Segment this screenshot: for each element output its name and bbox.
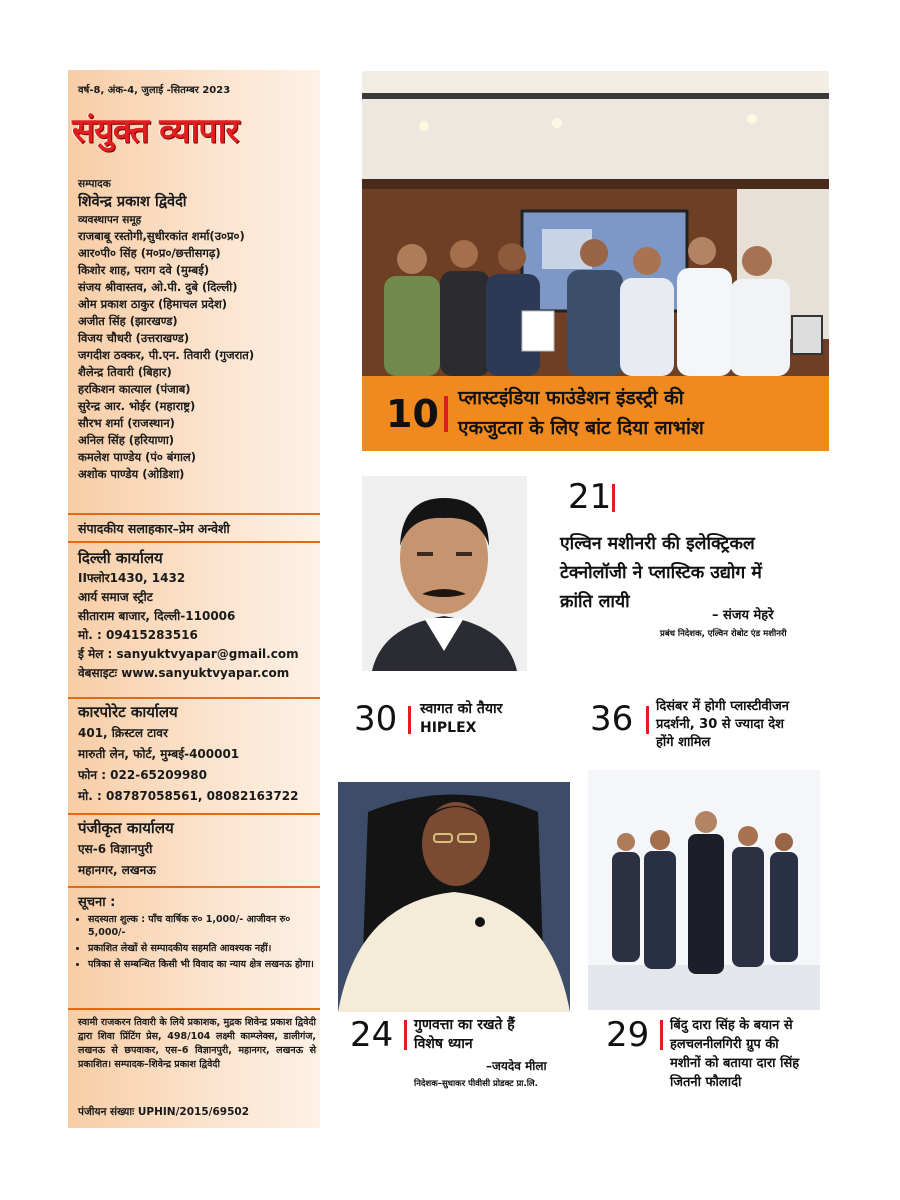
story-24-headline[interactable] — [414, 1016, 515, 1054]
management-member: शैलेन्द्र तिवारी (बिहार) — [78, 365, 172, 379]
headline-line: बिंदु दारा सिंह के बयान से — [670, 1018, 793, 1033]
website-link[interactable]: वेबसाइटः www.sanyuktvyapar.com — [78, 666, 290, 680]
registration-line — [78, 1104, 316, 1120]
corporate-office — [78, 702, 316, 807]
headline-line: प्रदर्शनी, 30 से ज्यादा देश — [656, 717, 784, 732]
masthead-sidebar — [68, 70, 320, 1128]
editor-name: शिवेन्द्र प्रकाश द्विवेदी — [78, 194, 187, 210]
address-line: सीताराम बाजार, दिल्ली-110006 — [78, 609, 236, 623]
publisher-text: स्वामी राजकरन तिवारी के लिये प्रकाशक, मुद्रक शिवेन्द्र प्रकाश द्विवेदी द्वारा शिवा प्रिंटिंग प्रेस, 498/104 लक्ष्मी काम्प्लेक्स, डालीगंज, लखनऊ से छपवाकर, एस–6 विज्ञानपुरी, महानगर, लखनऊ से प्रकाशित। सम्पादक–शिवेन्द्र प्रकाश द्विवेदी — [78, 1017, 316, 1070]
management-member: सौरभ शर्मा (राजस्थान) — [78, 416, 175, 430]
page-separator-bar — [404, 1020, 407, 1050]
portrait-illustration — [362, 476, 527, 671]
headline-line: दिसंबर में होगी प्लास्टीवीजन — [656, 699, 789, 714]
address-line: IIफ्लोर1430, 1432 — [78, 571, 186, 585]
management-list — [78, 228, 316, 483]
page-separator-bar — [444, 396, 448, 432]
advisor-text: संपादकीय सलाहकार–प्रेम अन्वेशी — [78, 521, 230, 536]
management-member: अशोक पाण्डेय (ओडिशा) — [78, 467, 185, 481]
management-member: सुरेन्द्र आर. भोईर (महाराष्ट्र) — [78, 399, 196, 413]
management-member: राजबाबू रस्तोगी,सुधीरकांत शर्मा(उ०प्र०) — [78, 229, 245, 243]
magazine-logo: संयुक्त व्यापार — [72, 111, 239, 151]
story-21-author-role: प्रबंध निदेशक, एल्विन रोबोट एंड मशीनरी — [660, 629, 787, 639]
editor-block — [78, 176, 316, 483]
headline-line: जितनी फौलादी — [670, 1075, 742, 1090]
address-line: एस-6 विज्ञानपुरी — [78, 842, 153, 856]
lead-headline-line: एकजुटता के लिए बांट दिया लाभांश — [458, 417, 704, 439]
story-21-author: – संजय मेहरे — [712, 608, 774, 623]
seated-man-photo — [338, 782, 570, 1012]
management-member: ओम प्रकाश ठाकुर (हिमाचल प्रदेश) — [78, 297, 228, 311]
management-member: अजीत सिंह (झारखण्ड) — [78, 314, 178, 328]
delhi-office — [78, 548, 316, 683]
story-24-author-role: निदेशक–सुधाकर पीवीसी प्रोडक्ट प्रा.लि. — [414, 1079, 538, 1089]
management-member: किशोर शाह, पराग दवे (मुम्बई) — [78, 263, 210, 277]
headline-line: होंगे शामिल — [656, 735, 711, 750]
notice-item: • सदस्यता शुल्क : पाँच वार्षिक रु० 1,000/- आजीवन रु० 5,000/- — [88, 913, 316, 939]
story-page-number: 29 — [606, 1015, 650, 1055]
headline-line: टेक्नोलॉजी ने प्लास्टिक उद्योग में — [560, 563, 762, 583]
advisor-line — [78, 520, 316, 537]
story-24-author: –जयदेव मीला — [486, 1059, 547, 1073]
management-member: अनिल सिंह (हरियाणा) — [78, 433, 175, 447]
page-separator-bar — [612, 484, 615, 512]
story-page-number: 21 — [568, 477, 612, 517]
lead-headline — [458, 383, 704, 443]
story-29-headline[interactable] — [670, 1016, 799, 1092]
meeting-photo — [362, 71, 829, 376]
headline-line: गुणवत्ता का रखते हैं — [414, 1017, 515, 1033]
registered-office — [78, 818, 316, 881]
address-line: महानगर, लखनऊ — [78, 863, 156, 877]
headline-line: क्रांति लायी — [560, 592, 630, 612]
story-36-headline[interactable] — [656, 698, 789, 752]
headline-line: मशीनों को बताया दारा सिंह — [670, 1056, 800, 1071]
registration-text: पंजीयन संख्याः UPHIN/2015/69502 — [78, 1106, 250, 1118]
group-photo — [588, 770, 820, 1010]
group-illustration — [588, 770, 820, 1010]
story-page-number: 24 — [350, 1015, 394, 1055]
story-21-headline[interactable] — [560, 530, 762, 617]
management-member: हरकिशन कात्याल (पंजाब) — [78, 382, 191, 396]
story-page-number: 36 — [590, 699, 634, 739]
page-separator-bar — [408, 706, 411, 734]
lead-page-number: 10 — [386, 392, 439, 436]
divider — [68, 813, 320, 815]
portrait-photo — [362, 476, 527, 671]
editor-label: सम्पादक — [78, 178, 111, 190]
headline-line: एल्विन मशीनरी की इलेक्ट्रिकल — [560, 534, 755, 554]
phone-line: मो. : 09415283516 — [78, 628, 198, 642]
management-member: कमलेश पाण्डेय (पं० बंगाल) — [78, 450, 196, 464]
notice-title: सूचना : — [78, 895, 116, 910]
issue-line: वर्ष-8, अंक-4, जुलाई -सितम्बर 2023 — [78, 85, 231, 96]
story-30-headline[interactable] — [420, 700, 502, 738]
management-member: विजय चौधरी (उत्तराखण्ड) — [78, 331, 190, 345]
headline-line: विशेष ध्यान — [414, 1036, 473, 1052]
address-line: मारुती लेन, फोर्ट, मुम्बई-400001 — [78, 747, 240, 761]
seated-man-illustration — [338, 782, 570, 1012]
management-member: जगदीश ठक्कर, पी.एन. तिवारी (गुजरात) — [78, 348, 255, 362]
phone-line: फोन : 022-65209980 — [78, 768, 208, 782]
story-page-number: 30 — [354, 699, 398, 739]
headline-line: हलचलनीलगिरी ग्रुप की — [670, 1037, 779, 1052]
divider — [68, 541, 320, 543]
management-member: आर०पी० सिंह (म०प्र०/छत्तीसगढ़) — [78, 246, 221, 260]
notice-item: • प्रकाशित लेखों से सम्पादकीय सहमति आवश्यक नहीं। — [88, 942, 316, 955]
registered-office-title: पंजीकृत कार्यालय — [78, 819, 174, 837]
mobile-line: मो. : 08787058561, 08082163722 — [78, 789, 299, 803]
lead-headline-line: प्लास्टइंडिया फाउंडेशन इंडस्ट्री की — [458, 387, 684, 409]
notice-block — [78, 892, 316, 974]
notice-item: • पत्रिका से सम्बन्धित किसी भी विवाद का न्याय क्षेत्र लखनऊ होगा। — [88, 958, 316, 971]
divider — [68, 513, 320, 515]
page-separator-bar — [660, 1020, 663, 1050]
address-line: आर्य समाज स्ट्रीट — [78, 590, 153, 604]
management-label: व्यवस्थापन समूह — [78, 214, 142, 226]
delhi-office-title: दिल्ली कार्यालय — [78, 549, 163, 567]
corporate-office-title: कारपोरेट कार्यालय — [78, 703, 178, 721]
page-separator-bar — [646, 706, 649, 734]
notice-list — [78, 913, 316, 971]
lead-story-banner[interactable] — [362, 376, 829, 451]
divider — [68, 1008, 320, 1010]
divider — [68, 697, 320, 699]
management-member: संजय श्रीवास्तव, ओ.पी. दुबे (दिल्ली) — [78, 280, 238, 294]
meeting-illustration — [362, 71, 829, 376]
publisher-note — [78, 1016, 316, 1072]
divider — [68, 886, 320, 888]
headline-line: स्वागत को तैयार — [420, 701, 503, 717]
headline-line: HIPLEX — [420, 720, 477, 736]
email-line[interactable]: ई मेल : sanyuktvyapar@gmail.com — [78, 647, 299, 661]
address-line: 401, क्रिस्टल टावर — [78, 726, 168, 740]
